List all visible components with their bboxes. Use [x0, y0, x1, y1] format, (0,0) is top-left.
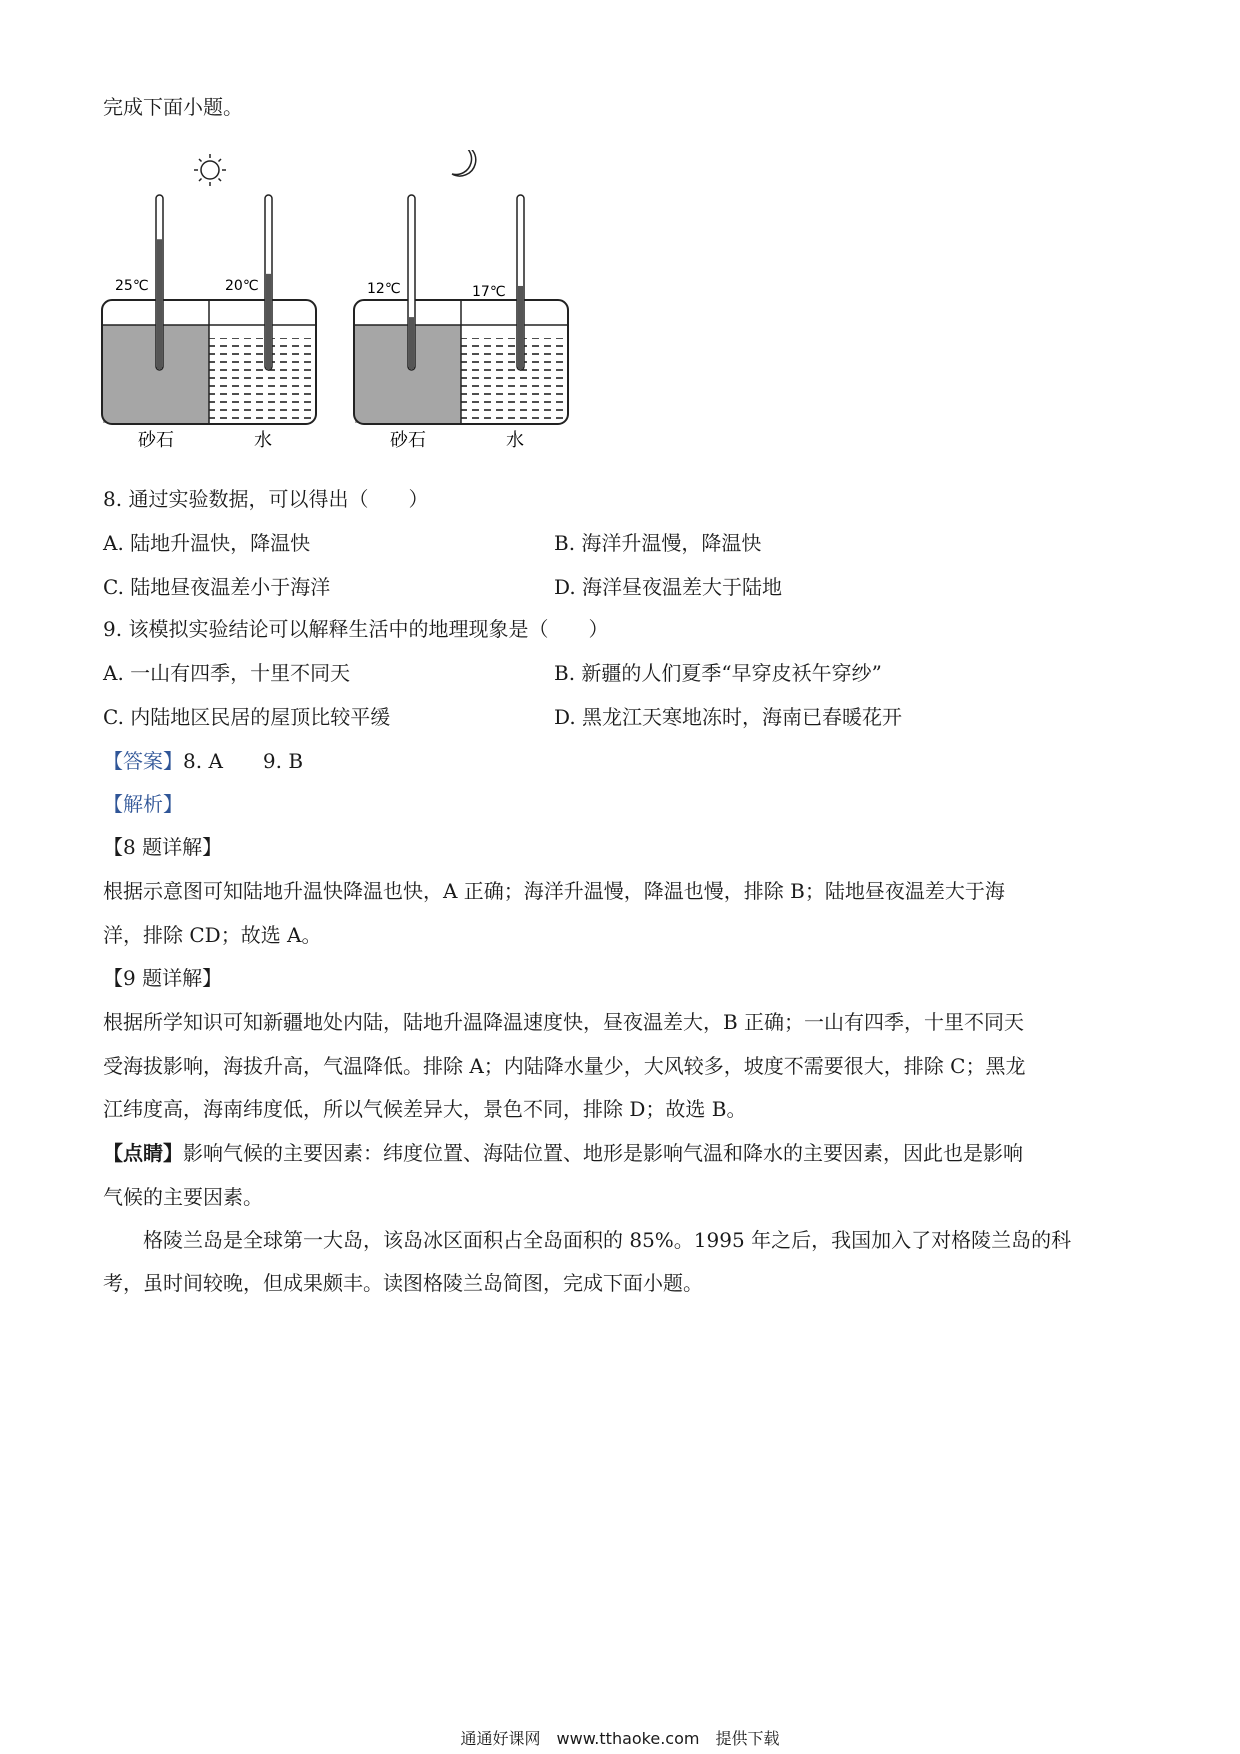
temp-water-night: 17℃	[472, 284, 506, 300]
greenland-line2: 考，虽时间较晚，但成果颇丰。读图格陵兰岛简图，完成下面小题。	[103, 1271, 703, 1295]
night-panel	[354, 150, 568, 451]
answer-line	[103, 747, 303, 775]
water-section	[461, 338, 567, 423]
q8-detail-line1: 根据示意图可知陆地升温快降温也快，A 正确；海洋升温慢，降温也慢，排除 B；陆地昼夜温差大于海	[103, 879, 1005, 903]
intro-text: 完成下面小题。	[103, 95, 243, 119]
water-section	[209, 338, 315, 423]
q9-option-b: B. 新疆的人们夏季“早穿皮袄午穿纱”	[554, 661, 882, 685]
mercury-water-day	[266, 274, 271, 369]
footer-source: 通通好课网 www.tthaoke.com 提供下载	[460, 1729, 780, 1748]
answer-text: 8. A 9. B	[183, 749, 304, 773]
pointer-line2: 气候的主要因素。	[103, 1185, 263, 1209]
temp-water-day: 20℃	[225, 278, 259, 294]
moon-icon	[452, 150, 476, 176]
analysis-tag: 【解析】	[103, 792, 183, 816]
mercury-sand-night	[409, 317, 414, 369]
q9-detail-line1: 根据所学知识可知新疆地处内陆，陆地升温降温速度快，昼夜温差大，B 正确；一山有四季，十里不同天	[103, 1010, 1025, 1034]
day-panel	[102, 154, 316, 451]
q9-stem: 9. 该模拟实验结论可以解释生活中的地理现象是（ ）	[103, 617, 609, 641]
q9-option-a: A. 一山有四季，十里不同天	[103, 661, 351, 685]
label-water-night: 水	[506, 430, 524, 451]
q8-option-c: C. 陆地昼夜温差小于海洋	[103, 575, 331, 599]
pointer-line1	[103, 1139, 1023, 1167]
q8-option-a: A. 陆地升温快，降温快	[103, 531, 311, 555]
q8-detail-tag: 【8 题详解】	[103, 835, 223, 859]
mercury-water-night	[518, 286, 523, 369]
label-water-day: 水	[254, 430, 272, 451]
label-sand-day: 砂石	[138, 430, 174, 451]
greenland-line1: 格陵兰岛是全球第一大岛，该岛冰区面积占全岛面积的 85%。1995 年之后，我国加入了对格陵兰岛的科	[143, 1228, 1072, 1252]
q8-option-b: B. 海洋升温慢，降温快	[554, 531, 762, 555]
q9-option-c: C. 内陆地区民居的屋顶比较平缓	[103, 705, 391, 729]
q8-stem: 8. 通过实验数据，可以得出（ ）	[103, 487, 429, 511]
q9-option-d: D. 黑龙江天寒地冻时，海南已春暖花开	[554, 705, 903, 729]
q9-detail-line2: 受海拔影响，海拔升高，气温降低。排除 A；内陆降水量少，大风较多，坡度不需要很大，排除 C；黑龙	[103, 1054, 1026, 1078]
answer-tag: 【答案】	[103, 749, 183, 773]
pointer-tag: 【点睛】	[103, 1141, 183, 1165]
temp-sand-night: 12℃	[367, 281, 401, 297]
q9-detail-tag: 【9 题详解】	[103, 966, 223, 990]
q9-detail-line3: 江纬度高，海南纬度低，所以气候差异大，景色不同，排除 D；故选 B。	[103, 1097, 747, 1121]
experiment-figure	[100, 150, 660, 510]
q8-option-d: D. 海洋昼夜温差大于陆地	[554, 575, 783, 599]
pointer-text: 影响气候的主要因素：纬度位置、海陆位置、地形是影响气温和降水的主要因素，因此也是影响	[183, 1141, 1023, 1165]
sun-icon	[194, 154, 226, 186]
mercury-sand-day	[157, 239, 162, 369]
q8-detail-line2: 洋，排除 CD；故选 A。	[103, 923, 322, 947]
temp-sand-day: 25℃	[115, 278, 149, 294]
label-sand-night: 砂石	[390, 430, 426, 451]
